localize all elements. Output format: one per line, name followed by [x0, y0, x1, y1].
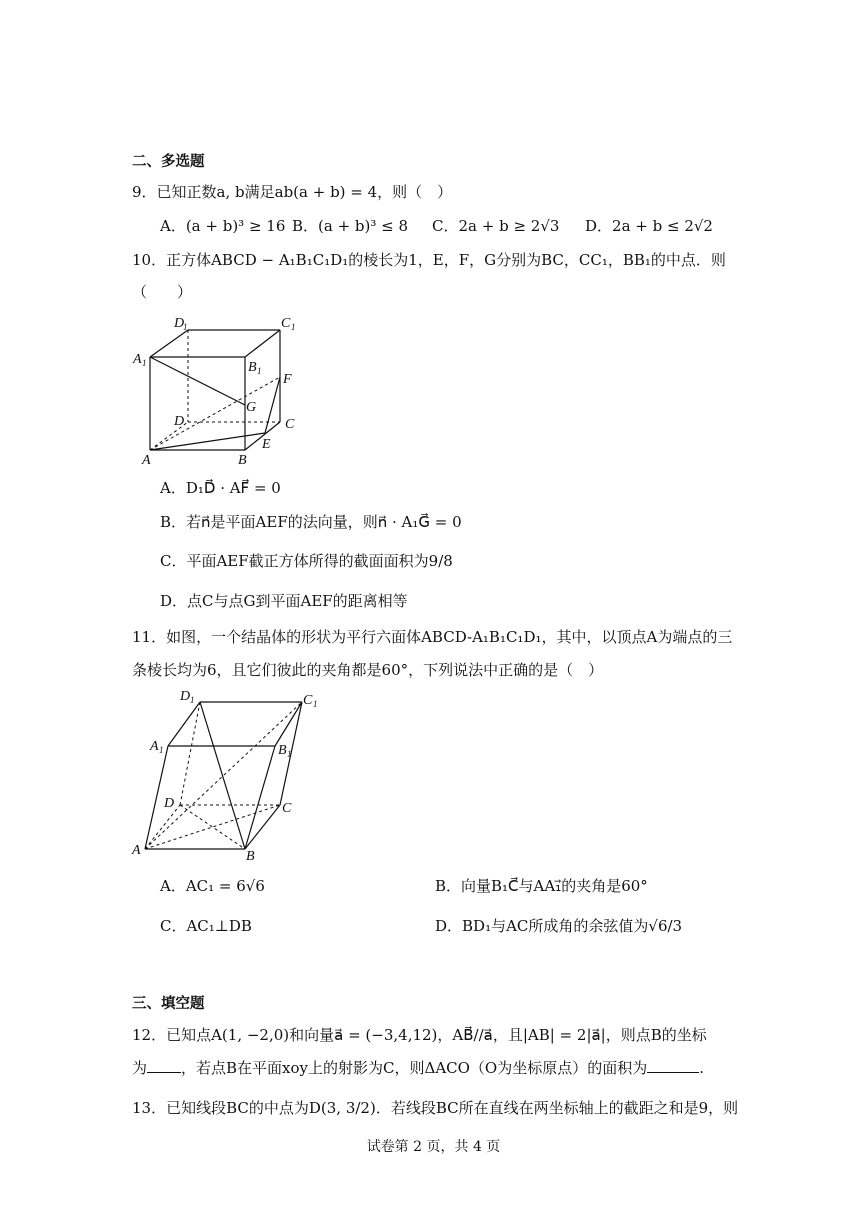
q9-option-d: D．2a + b ≤ 2√2: [585, 217, 713, 235]
label-b1: B: [278, 743, 287, 758]
q12-line2-end: .: [699, 1059, 705, 1077]
label-d1-sub: 1: [183, 322, 188, 332]
q9-option-c: C．2a + b ≥ 2√3: [432, 217, 560, 235]
q9-option-b: B．(a + b)³ ≤ 8: [292, 217, 409, 235]
label-e: E: [262, 437, 271, 452]
label-a1: A: [133, 352, 142, 367]
q11-option-a: A．AC₁ = 6√6: [160, 877, 265, 895]
label-c1-sub: 1: [313, 699, 318, 709]
label-b: B: [246, 849, 255, 864]
label-b1: B: [248, 360, 257, 375]
q11-option-c: C．AC₁⊥DB: [160, 917, 252, 935]
label-c1: C: [303, 693, 313, 708]
label-d1: D: [180, 689, 191, 704]
cube-figure: [130, 305, 310, 470]
question-12-line2: [132, 1058, 704, 1078]
label-c1: C: [281, 316, 291, 331]
answer-blank-2[interactable]: [647, 1058, 699, 1073]
q11-option-d: D．BD₁与AC所成角的余弦值为√6/3: [435, 917, 683, 935]
label-c: C: [285, 417, 295, 432]
label-a: A: [142, 453, 151, 468]
question-11-stem: 11．如图，一个结晶体的形状为平行六面体ABCD-A₁B₁C₁D₁，其中，以顶点A为端点的三: [132, 628, 733, 646]
q10-option-c: C．平面AEF截正方体所得的截面面积为9/8: [160, 552, 453, 570]
page-footer: 试卷第 2 页，共 4 页: [366, 1139, 501, 1155]
q9-option-a: A．(a + b)³ ≥ 16: [160, 217, 286, 235]
q10-option-b: B．若n⃗是平面AEF的法向量，则n⃗ · A₁G⃗ = 0: [160, 513, 462, 531]
label-d1-sub: 1: [190, 695, 195, 705]
section-title-multiple-choice: 二、多选题: [132, 154, 205, 170]
label-a1-sub: 1: [159, 745, 164, 755]
label-b: B: [238, 453, 247, 468]
question-10-stem: 10．正方体ABCD − A₁B₁C₁D₁的棱长为1，E，F，G分别为BC，CC₁，BB₁的中点．则: [132, 251, 726, 269]
answer-blank-1[interactable]: [147, 1058, 181, 1073]
label-b1-sub: 1: [257, 366, 262, 376]
label-f: F: [283, 372, 292, 387]
q10-option-a: A．D₁D⃗ · AF⃗ = 0: [160, 479, 281, 497]
label-a1-sub: 1: [142, 358, 147, 368]
label-a1: A: [150, 739, 159, 754]
question-12-line1: 12．已知点A(1, −2,0)和向量a⃗ = (−3,4,12)，AB⃗//a⃗，且|AB| = 2|a⃗|，则点B的坐标: [132, 1026, 707, 1044]
q10-option-d: D．点C与点G到平面AEF的距离相等: [160, 592, 408, 610]
label-c: C: [282, 801, 292, 816]
section-title-fill-blank: 三、填空题: [132, 996, 205, 1012]
q11-option-b: B．向量B₁C⃗与AA₁⃗的夹角是60°: [435, 877, 648, 895]
label-b1-sub: 1: [287, 749, 292, 759]
label-d: D: [164, 796, 175, 811]
label-a: A: [132, 843, 141, 858]
label-d: D: [174, 414, 185, 429]
question-9-stem: 9．已知正数a, b满足ab(a + b) = 4，则（ ）: [132, 183, 453, 201]
parallelepiped-figure: [130, 682, 330, 864]
q12-line2-prefix: 为: [132, 1059, 148, 1077]
question-10-stem-cont: （ ）: [132, 283, 193, 301]
label-d1: D: [174, 316, 185, 331]
question-11-stem-cont: 条棱长均为6，且它们彼此的夹角都是60°，下列说法中正确的是（ ）: [132, 661, 604, 679]
q12-line2-middle: ，若点B在平面xoy上的射影为C，则ΔACO（O为坐标原点）的面积为: [181, 1059, 648, 1077]
label-g: G: [246, 400, 257, 415]
question-13-line1: 13．已知线段BC的中点为D(3, 3/2)．若线段BC所在直线在两坐标轴上的截距之和是9，则: [132, 1099, 739, 1117]
label-c1-sub: 1: [291, 322, 296, 332]
